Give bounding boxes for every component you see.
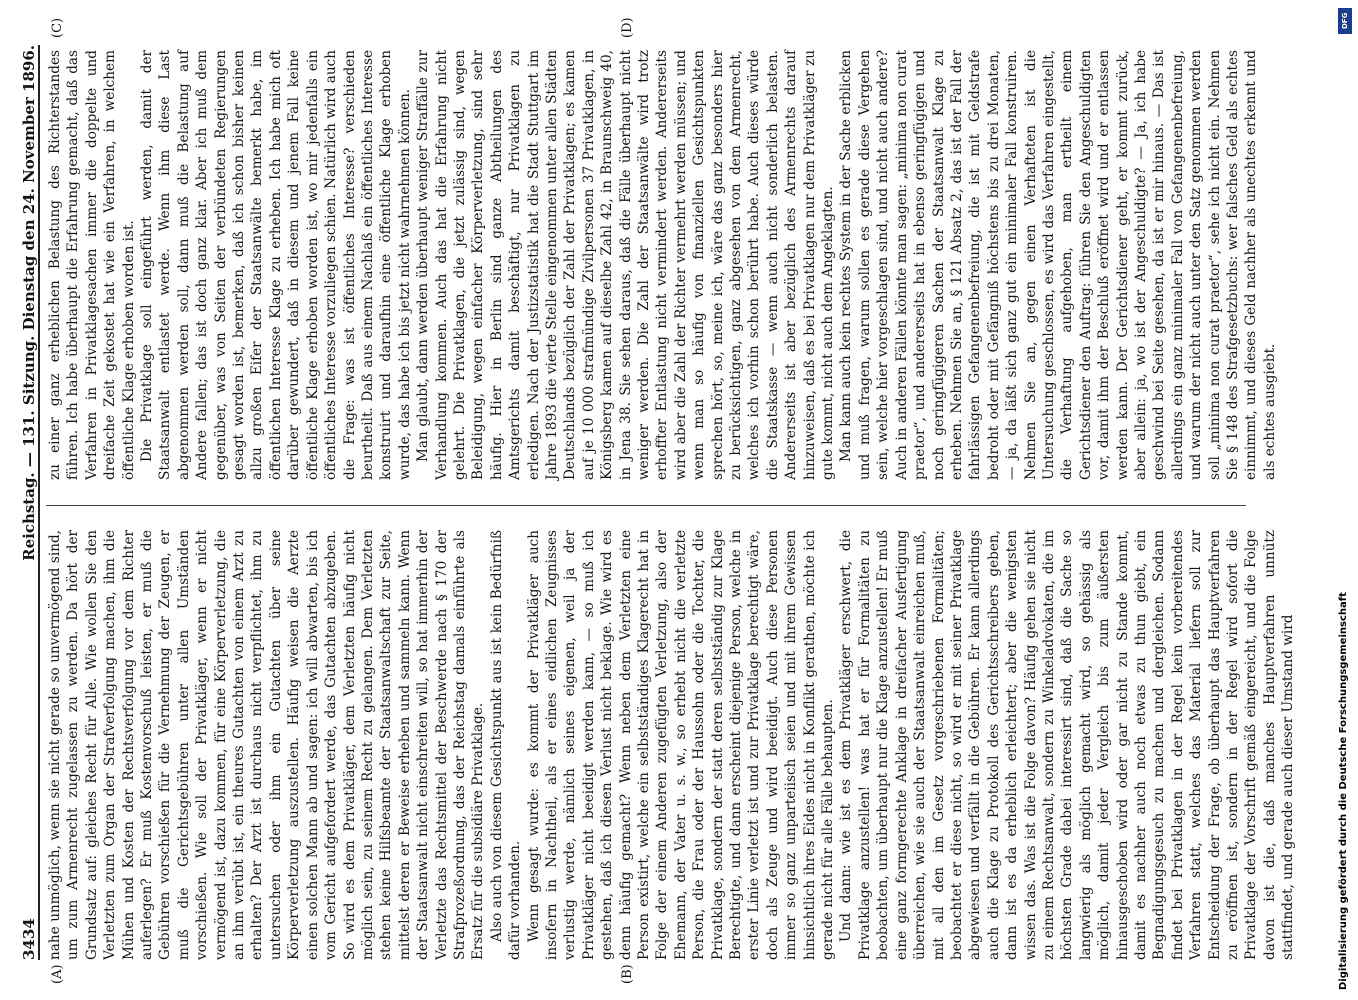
page-title: Reichstag. — 131. Sitzung. Dienstag den 24. November 1896. [20,45,38,561]
margin-marker-a: (A) [50,964,65,984]
paragraph: nahe unmöglich, wenn sie nicht gerade so unvermögend sind, um zum Armenrecht zugelassen zu werden. Da hört der Grundsatz auf: gleiches Recht für Alle. Wie wollen Sie den Verletzten zum Organ der Strafverfolgung machen, ihm die Mühen und Kosten der Rechtsverfolgung vor dem Richter auferlegen? Er muß Kostenvorschuß leisten, er muß die Gebühren vorschießen für die Vernehmung der Zeugen, er muß die Gerichtsgebühren unter allen Umständen vorschießen. Wie soll der Privatkläger, wenn er nicht vermögend ist, dazu kommen, für eine Körperverletzung, die an ihm verübt ist, ein theures Gutachten von einem Arzt zu erhalten? Der Arzt ist durchaus nicht verpflichtet, ihm zu untersuchen oder ihm ein Gutachten über seine Körperverletzung auszustellen. Häufig weisen die Aerzte einen solchen Mann ab und sagen: ich will abwarten, bis ich vom Gericht aufgefordert werde, das Gutachten abzugeben. So wird es dem Privatkläger, dem Verletzten häufig nicht möglich sein, zu seinem Recht zu gelangen. Dem Verletzten stehen keine Hilfsbeamte der Staatsanwaltschaft zur Seite, mittelst deren er Beweise erheben und sammeln kann. Wenn der Staatsanwalt nicht einschreiten will, so hat immerhin der Verletzte das Rechtsmittel der Beschwerde nach § 170 der Strafprozeßordnung, das der Reichstag damals einführte als Ersatz für die subsidiäre Privatklage. [47,530,487,960]
paragraph: Also auch von diesem Gesichtspunkt aus ist kein Bedürfniß dafür vorhanden. [488,530,524,960]
page-header [8,45,38,960]
paragraph: Und dann: wie ist es dem Privatkläger erschwert, die Privatklage anzustellen! was hat er für Formalitäten zu beobachten, um überhaupt nur die Klage anzustellen! Er muß eine ganz formgerechte Anklage in dreifacher Ausfertigung überreichen, wie sie auch der Staatsanwalt einreichen muß, mit all den im Gesetz vorgeschriebenen Formalitäten; beobachtet er diese nicht, so wird er mit seiner Privatklage abgewiesen und verfällt in die Gebühren. Er kann allerdings auch die Klage zu Protokoll des Gerichtsschreibers geben, dann ist es da erheblich erleichtert; aber die wenigsten wissen das. Was ist die Folge davon? Häufig gehen sie nicht zu einem Rechtsanwalt, sondern zu Winkeladvokaten, die im höchsten Grade dabei interessirt sind, daß die Sache so langwierig als möglich gemacht wird, so gehässig als möglich, damit jeder Vergleich bis zum äußersten hinausgeschoben wird oder gar nicht zu Stande kommt, damit es nachher auch noch etwas zu thun giebt, ein Begnadigungsgesuch zu machen und dergleichen. Sodann findet bei Privatklagen in der Regel kein vorbereitendes Verfahren statt, welches das Material liefern soll zur Entscheidung der Frage, ob überhaupt das Hauptverfahren zu eröffnen ist, sondern in der Regel wird sofort die Privatklage der Vorschrift gemäß eingereicht, und die Folge davon ist die, daß manches Hauptverfahren unnütz stattfindet, und gerade auch dieser Umstand wird [838,530,1297,960]
paragraph: Man kann auch kein rechtes System in der Sache erblicken und muß fragen, warum sollen es gerade diese Vergehen sein, welche hier vorgeschlagen sind, und nicht auch andere? Auch in anderen Fällen könnte man sagen: „minima non curat praetor“, und andererseits hat in ebenso geringfügigen und noch geringfügigeren Sachen der Staatsanwalt Klage zu erheben. Nehmen Sie an, § 121 Absatz 2, das ist der Fall der fahrlässigen Gefangenenbefreiung, die ist mit Geldstrafe bedroht oder mit Gefängniß höchstens bis zu drei Monaten, — ja, da läßt sich ganz gut ein minimaler Fall konstruiren. Nehmen Sie an, gegen einen Verhafteten ist die Untersuchung geschlossen, es wird das Verfahren eingestellt, die Verhaftung aufgehoben, man ertheilt einem Gerichtsdiener den Auftrag: führen Sie den Angeschuldigten vor, damit ihm der Beschluß eröffnet wird und er entlassen werden kann. Der Gerichtsdiener geht, er kommt zurück, aber allein: ja, wo ist der Angeschuldigte? — Ja, ich habe geschwind bei Seite gesehen, da ist er mir hinaus. — Das ist allerdings ein ganz minimaler Fall von Gefangenenbefreiung, und warum der nicht auch unter den Satz genommen werden soll „minima non curat praetor“, sehe ich nicht ein. Nehmen Sie § 148 des Strafgesetzbuchs: wer falsches Geld als echtes einnimmt, und dieses Geld nachher als unechtes erkennt und als echtes ausgiebt. [838,50,1278,480]
margin-marker-b: (B) [620,964,635,984]
paragraph: zu einer ganz erheblichen Belastung des Richterstandes führen. Ich habe überhaupt die Erfahrung gemacht, daß das Verfahren in Privatklagesachen immer die doppelte und dreifache Zeit gekostet hat wie ein Verfahren, in welchem öffentliche Klage erhoben worden ist. [47,50,137,480]
paragraph: Wenn gesagt wurde: es kommt der Privatkläger auch insofern in Nachtheil, als er eines eidlichen Zeugnisses verlustig werde, nämlich seines eigenen, weil ja der Privatkläger nicht beeidigt werden kann, — so muß ich gestehen, daß ich diesen Verlust nicht beklage. Wie wird es denn häufig gemacht? Wenn neben dem Verletzten eine Person existirt, welche ein selbstständiges Klagerecht hat in Folge der einem Anderen zugefügten Verletzung, also der Ehemann, der Vater u. s. w., so erhebt nicht die verletzte Person, die Frau oder der Haussohn oder die Tochter, die Privatklage, sondern der statt deren selbstständig zur Klage Berechtigte, und dann erscheint diejenige Person, welche in erster Linie verletzt ist und zur Privatklage berechtigt wäre, doch als Zeuge und wird beeidigt. Auch diese Personen immer so ganz unparteiisch seien und mit ihrem Gewissen hinsichtlich ihres Eides nicht in Konflikt gerathen, möchte ich gerade nicht für alle Fälle behaupten. [525,530,837,960]
paragraph: Die Privatklage soll eingeführt werden, damit der Staatsanwalt entlastet werde. Wenn ihm diese Last abgenommen werden soll, dann muß die Belastung auf Andere fallen; das ist doch ganz klar. Aber ich muß dem gegenüber, was von Seiten der verbündeten Regierungen gesagt worden ist, bemerken, daß ich schon bisher keinen allzu großen Eifer der Staatsanwälte bemerkt habe, im öffentlichen Interesse Klage zu erheben. Ich habe mich oft darüber gewundert, daß in diesem und jenem Fall keine öffentliche Klage erhoben worden ist, wo mir jedenfalls ein öffentliches Interesse vorzuliegen schien. Natürlich wird auch die Frage: was ist öffentliches Interesse? verschieden beurtheilt. Daß aus einem Nachlaß ein öffentliches Interesse konstruirt und daraufhin eine öffentliche Klage erhoben wurde, das habe ich bis jetzt nicht wahrnehmen können. [139,50,413,480]
left-text-column [46,530,1297,960]
header-rule [38,45,40,960]
right-text-column [46,50,1278,480]
column-divider [46,505,1246,506]
digitization-note: Digitalisierung gefördert durch die Deutsche Forschungsgemeinschaft [1337,592,1349,990]
margin-marker-d: (D) [620,17,635,38]
paragraph: Man glaubt, dann werden überhaupt weniger Straffälle zur Verhandlung kommen. Auch das hat die Erfahrung nicht gelehrt. Die Privatklagen, die jetzt zulässig sind, wegen Beleidigung, wegen einfacher Körperverletzung, sind sehr häufig. Hier in Berlin sind ganze Abtheilungen des Amtsgerichts damit beschäftigt, nur Privatklagen zu erledigen. Nach der Justizstatistik hat die Stadt Stuttgart im Jahre 1893 die vierte Stelle eingenommen unter allen Städten Deutschlands bezüglich der Zahl der Privatklagen; es kamen auf je 10 000 strafmündige Zivilpersonen 37 Privatklagen, in Königsberg kamen auf dieselbe Zahl 42, in Braunschweig 40, in Jena 38. Sie sehen daraus, daß die Fälle überhaupt nicht weniger werden. Die Zahl der Staatsanwälte wird trotz erhoffter Entlastung nicht vermindert werden. Andererseits wird aber die Zahl der Richter vermehrt werden müssen; und wenn man so häufig von finanziellen Gesichtspunkten sprechen hört, so, meine ich, wäre das ganz besonders hier zu berücksichtigen, ganz abgesehen von dem Armenrecht, welches ich vorhin schon berührt habe. Auch dieses würde die Staatskasse — wenn auch nicht sonderlich belasten. Andererseits ist aber bezüglich des Armenrechts darauf hinzuweisen, daß es bei Privatklagen nur dem Privatkläger zu gute kommt, nicht auch dem Angeklagten. [415,50,837,480]
page-number: 3434 [20,918,38,960]
dfg-logo: DFG [1338,8,1352,34]
digitization-sidebar [1320,10,1350,990]
margin-marker-c: (C) [50,17,65,38]
